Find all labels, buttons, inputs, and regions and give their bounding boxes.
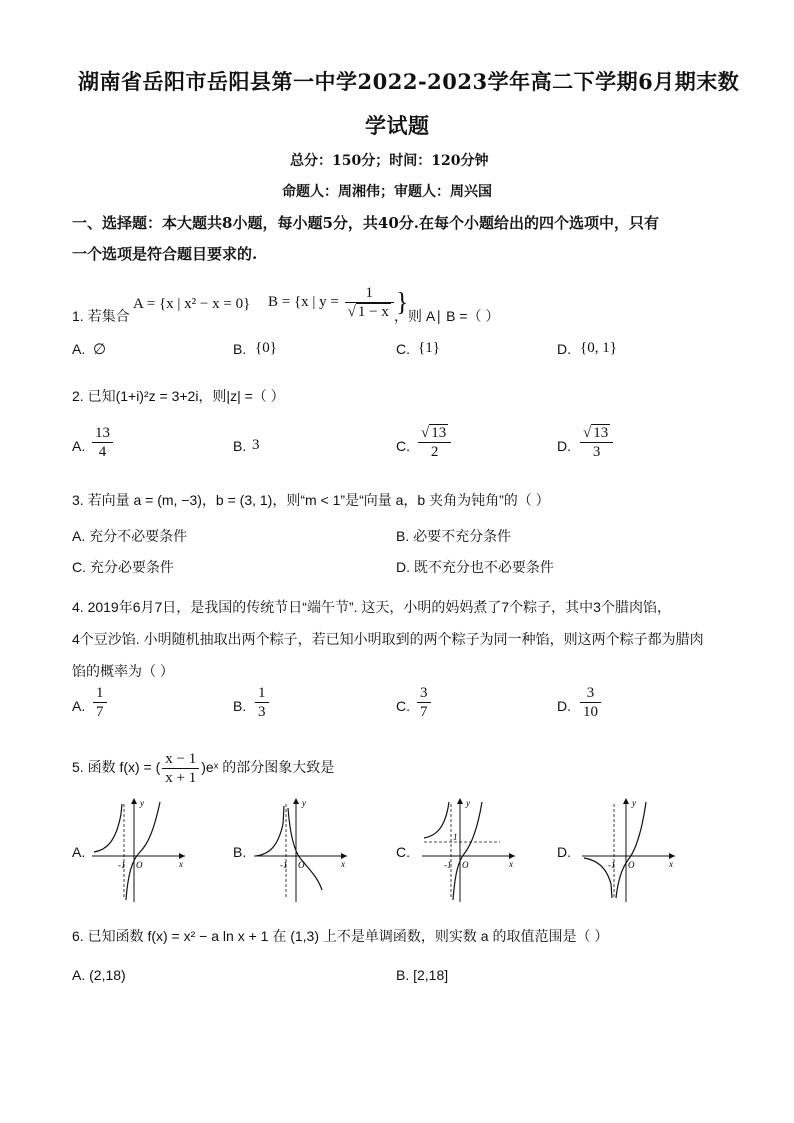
q4-option-d-label: D. <box>557 698 571 714</box>
svg-text:y: y <box>140 798 144 808</box>
q2-option-c: $\frac{√ 13}{2}$ <box>416 424 453 461</box>
question-4-line-1: 4. 2019年6月7日，是我国的传统节日“端午节”. 这天，小明的妈妈煮了7个粽子，其中3个腊肉馅， <box>72 599 671 615</box>
q1-option-b-label: B. <box>233 341 247 357</box>
svg-text:-1: -1 <box>118 860 126 870</box>
svg-text:O: O <box>462 860 469 870</box>
q4-option-b: $\frac{1}{3}$ <box>253 684 271 721</box>
section-heading-line-1: 一、选择题：本大题共8小题，每小题5分，共40分.在每个小题给出的四个选项中，只有 <box>72 214 659 232</box>
q6-option-b: B. [2,18] <box>396 967 449 983</box>
q5-prefix: 5. 函数 f(x) = ( <box>72 759 161 776</box>
q3-option-c: C. 充分必要条件 <box>72 559 174 575</box>
svg-text:y: y <box>466 798 470 808</box>
q2-option-a: $\frac{13}{4}$ <box>90 424 115 461</box>
q4-option-b-label: B. <box>233 698 247 714</box>
q3-option-d: D. 既不充分也不必要条件 <box>396 559 554 575</box>
question-2-stem: 2. 已知(1+i)²z = 3+2i，则|z| =（ ） <box>72 388 285 404</box>
question-4-line-3: 馅的概率为（ ） <box>72 663 174 679</box>
svg-text:x: x <box>179 859 183 869</box>
q5-fraction: $\frac{x - 1}{x + 1}$ <box>162 750 199 787</box>
q5-graph-b <box>252 794 352 904</box>
author-info: 命题人：周湘伟；审题人：周兴国 <box>282 184 492 200</box>
q3-option-a: A. 充分不必要条件 <box>72 528 188 544</box>
q4-option-a-label: A. <box>72 698 86 714</box>
svg-text:x: x <box>509 859 513 869</box>
svg-text:y: y <box>632 798 636 808</box>
question-6-stem: 6. 已知函数 f(x) = x² − a ln x + 1 在 (1,3) 上不是单调函数，则实数 a 的取值范围是（ ） <box>72 928 609 944</box>
svg-text:O: O <box>136 860 143 870</box>
svg-text:y: y <box>302 798 306 808</box>
q2-option-a-label: A. <box>72 438 86 454</box>
q4-option-c: $\frac{3}{7}$ <box>415 684 433 721</box>
score-time-info: 总分：150分；时间：120分钟 <box>290 153 489 169</box>
q2-option-d: $\frac{√ 13}{3}$ <box>578 424 615 461</box>
q1-option-b: {0} <box>255 340 277 356</box>
q5-option-d-label: D. <box>557 844 571 860</box>
page-title-line-1: 湖南省岳阳市岳阳县第一中学2022-2023学年高二下学期6月期末数 <box>78 69 740 94</box>
q2-option-b: 3 <box>252 437 260 453</box>
q5-graph-c <box>420 794 520 904</box>
section-heading-line-2: 一个选项是符合题目要求的. <box>72 245 258 263</box>
svg-text:x: x <box>669 859 673 869</box>
q5-option-a-label: A. <box>72 844 86 860</box>
q3-option-b: B. 必要不充分条件 <box>396 528 512 544</box>
q4-option-a: $\frac{1}{7}$ <box>91 684 109 721</box>
svg-text:-1: -1 <box>444 860 452 870</box>
svg-text:O: O <box>298 860 305 870</box>
q5-option-b-label: B. <box>233 844 247 860</box>
q5-option-c-label: C. <box>396 844 410 860</box>
q2-option-d-label: D. <box>557 438 571 454</box>
question-1-set-a: A = {x | x² − x = 0} <box>133 296 251 312</box>
question-1-prefix: 1. 若集合 <box>72 308 130 324</box>
q1-option-c: {1} <box>418 340 440 356</box>
q6-option-a: A. (2,18) <box>72 967 126 983</box>
q1-option-d-label: D. <box>557 341 571 357</box>
question-1-tail: ，则 A∣ B =（ ） <box>394 308 500 324</box>
question-3-stem: 3. 若向量 a = (m, −3)，b = (3, 1)，则“m < 1”是“向量 a，b 夹角为钝角”的（ ） <box>72 492 550 508</box>
set-b-denominator: √ 1 − x <box>347 304 389 320</box>
q5-graph-a <box>90 794 190 904</box>
q2-option-c-label: C. <box>396 438 410 454</box>
set-b-fraction <box>345 284 394 321</box>
q1-option-a: ∅ <box>93 342 107 358</box>
q1-option-c-label: C. <box>396 341 410 357</box>
svg-text:1: 1 <box>453 832 458 842</box>
q5-suffix: )eˣ 的部分图象大致是 <box>201 759 335 776</box>
q2-option-b-label: B. <box>233 438 247 454</box>
question-1-set-b: B = {x | y = $\frac{1}{√ 1 - x}$ } <box>268 285 409 320</box>
set-b-left: B = {x | y = <box>268 293 339 310</box>
set-b-numerator: 1 <box>345 284 394 303</box>
svg-text:-1: -1 <box>280 860 288 870</box>
svg-text:-1: -1 <box>608 860 616 870</box>
q4-option-d: $\frac{3}{10}$ <box>578 684 603 721</box>
q5-graph-d <box>580 794 680 904</box>
q1-option-d: {0, 1} <box>580 340 617 356</box>
q4-option-c-label: C. <box>396 698 410 714</box>
page-title-line-2: 学试题 <box>365 113 430 138</box>
svg-text:x: x <box>341 859 345 869</box>
question-4-line-2: 4个豆沙馅. 小明随机抽取出两个粽子，若已知小明取到的两个粽子为同一种馅，则这两个粽子都为腊肉 <box>72 631 704 647</box>
svg-text:O: O <box>628 860 635 870</box>
question-5-stem <box>72 750 334 787</box>
q1-option-a-label: A. <box>72 341 86 357</box>
